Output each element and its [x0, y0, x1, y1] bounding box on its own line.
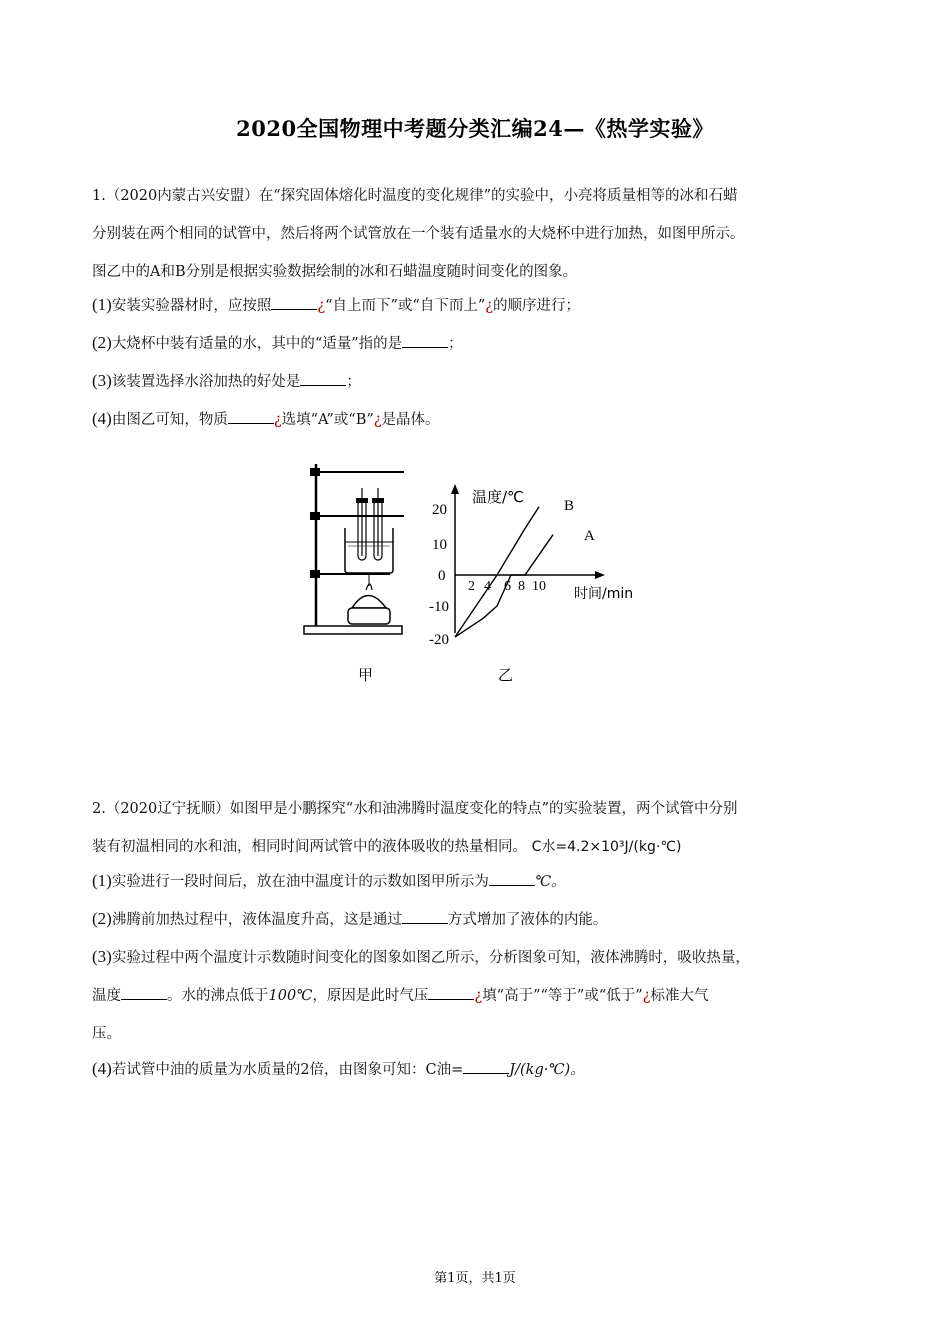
q1-sub-3-number: (3): [92, 371, 112, 390]
q1-sub-1-number: (1): [92, 295, 112, 314]
q1-sub-2-tail: ；: [448, 336, 463, 352]
q2-sub-4-number: (4): [92, 1059, 112, 1078]
q1-sub-2: [92, 332, 463, 353]
series-label-a: A: [584, 528, 595, 544]
q1-line-1: 1.（2020内蒙古兴安盟）在“探究固体熔化时温度的变化规律”的实验中，小亮将质量相等的冰和石蜡: [92, 188, 738, 204]
series-label-b: B: [564, 498, 575, 514]
q1-sub-4-tail: 是晶体。: [381, 412, 440, 428]
y-axis-label: 温度/℃: [472, 488, 524, 506]
answer-blank[interactable]: [489, 871, 535, 886]
x-tick-label: 8: [518, 579, 525, 594]
q1-sub-3-text: 该装置选择水浴加热的好处是: [111, 374, 301, 390]
x-tick-label: 10: [532, 579, 546, 594]
q2-sub-3-cont: [92, 984, 708, 1005]
answer-blank[interactable]: [121, 985, 167, 1000]
y-tick-label: 10: [432, 537, 447, 553]
q1-sub-3: [92, 370, 361, 391]
q2-sub-1-number: (1): [92, 871, 112, 890]
q2-sub-4-text: 若试管中油的质量为水质量的2倍，由图象可知：C油=: [111, 1062, 464, 1078]
glyph-mark: ¿: [317, 298, 326, 314]
x-axis-label: 时间/min: [574, 586, 634, 602]
q2-sub-1-text: 实验进行一段时间后，放在油中温度计的示数如图甲所示为: [111, 874, 489, 890]
q2-sub-1-tail: ℃。: [534, 874, 566, 890]
x-tick-label: 2: [468, 579, 475, 594]
y-tick-label: 0: [438, 568, 446, 584]
x-tick-label: 4: [484, 579, 491, 594]
page-title: 2020全国物理中考题分类汇编24—《热学实验》: [236, 116, 714, 141]
q1-figure: [300, 458, 660, 684]
q1-sub-3-tail: ；: [346, 374, 361, 390]
q1-sub-1-tail: 的顺序进行；: [493, 298, 581, 314]
y-tick-label: -20: [429, 632, 449, 648]
page-footer: 第1页，共1页: [434, 1271, 516, 1286]
q1-sub-1-choices: “自上而下”或“自下而上”: [325, 298, 486, 314]
q1-sub-2-text: 大烧杯中装有适量的水，其中的“适量”指的是: [111, 336, 403, 352]
q2-sub-3-text: 温度: [92, 988, 121, 1004]
glyph-mark: ¿: [373, 412, 382, 428]
q2-sub-4-unit: J/(kg·℃)。: [509, 1062, 585, 1078]
q2-sub-4: [92, 1058, 585, 1079]
q2-sub-3-number: (3): [92, 947, 112, 966]
answer-blank[interactable]: [300, 371, 346, 386]
glyph-mark: ¿: [485, 298, 494, 314]
q1-sub-1: [92, 294, 580, 315]
y-tick-label: 20: [432, 502, 447, 518]
q2-sub-3-text: 标准大气: [650, 988, 709, 1004]
x-axis-arrow: [595, 571, 605, 579]
q2-sub-2-number: (2): [92, 909, 112, 928]
glyph-mark: ¿: [273, 412, 282, 428]
y-axis-arrow: [451, 484, 459, 494]
boiling-point-value: 100℃: [268, 988, 313, 1004]
q2-sub-2-tail: 方式增加了液体的内能。: [447, 912, 608, 928]
q1-line-3: 图乙中的A和B分别是根据实验数据绘制的冰和石蜡温度随时间变化的图象。: [92, 264, 578, 280]
glyph-mark: ¿: [642, 988, 651, 1004]
q1-sub-4: [92, 408, 440, 429]
answer-blank[interactable]: [228, 409, 274, 424]
q2-sub-3-text: 。水的沸点低于: [167, 988, 269, 1004]
q2-sub-3-end: 压。: [92, 1026, 121, 1042]
q1-line-2: 分别装在两个相同的试管中，然后将两个试管放在一个装有适量水的大烧杯中进行加热，如图甲所示。: [92, 226, 745, 242]
q2-sub-3: [92, 946, 750, 967]
q2-line-1: 2.（2020辽宁抚顺）如图甲是小鹏探究“水和油沸腾时温度变化的特点”的实验装置，两个试管中分别: [92, 801, 738, 817]
y-tick-label: -10: [429, 599, 449, 615]
specific-heat-water: C水=4.2×10³J/(kg·℃): [531, 839, 682, 855]
q1-sub-4-text: 由图乙可知，物质: [111, 412, 228, 428]
q1-sub-4-number: (4): [92, 409, 112, 428]
q2-sub-2-text: 沸腾前加热过程中，液体温度升高，这是通过: [111, 912, 402, 928]
apparatus-illustration: [300, 458, 660, 648]
q2-line-2: [92, 835, 681, 856]
q1-sub-1-text: 安装实验器材时，应按照: [111, 298, 272, 314]
answer-blank[interactable]: [428, 985, 474, 1000]
q2-line-2-text: 装有初温相同的水和油，相同时间两试管中的液体吸收的热量相同。: [92, 839, 527, 855]
q2-sub-3-text: 实验过程中两个温度计示数随时间变化的图象如图乙所示，分析图象可知，液体沸腾时，吸收热量，: [111, 950, 750, 966]
q2-sub-3-text: ，原因是此时气压: [312, 988, 429, 1004]
answer-blank[interactable]: [402, 333, 448, 348]
q2-sub-3-choices: 填“高于”“等于”或“低于”: [482, 988, 643, 1004]
answer-blank[interactable]: [402, 909, 448, 924]
caption-yi: 乙: [498, 666, 514, 684]
x-tick-label: 6: [504, 579, 511, 594]
q1-sub-4-choices: 选填“A”或“B”: [281, 412, 374, 428]
q2-sub-1: [92, 870, 566, 891]
q1-sub-2-number: (2): [92, 333, 112, 352]
answer-blank[interactable]: [271, 295, 317, 310]
answer-blank[interactable]: [463, 1059, 509, 1074]
glyph-mark: ¿: [474, 988, 483, 1004]
chart-series-layer: [455, 507, 553, 637]
q2-sub-2: [92, 908, 607, 929]
caption-jia: 甲: [358, 666, 374, 684]
